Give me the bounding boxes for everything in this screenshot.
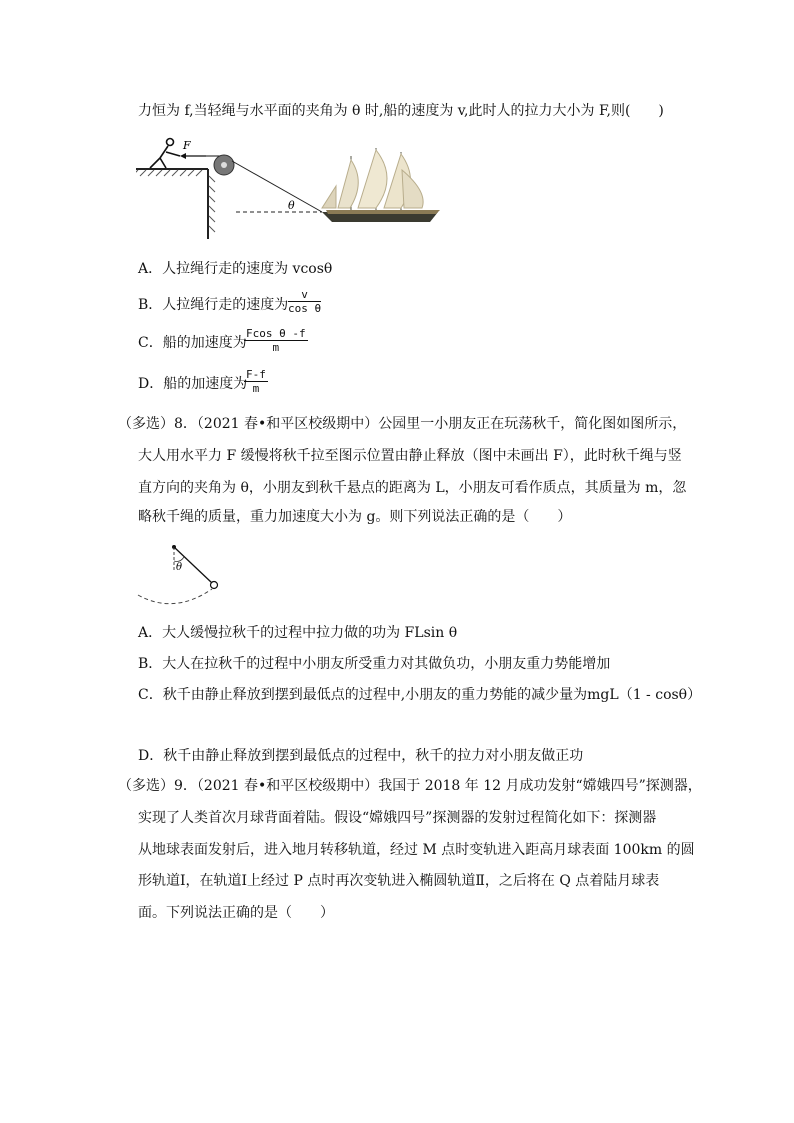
theta-label: θ xyxy=(288,199,295,212)
q7-option-d: D．船的加速度为 xyxy=(138,376,248,392)
q8-line-3: 直方向的夹角为 θ，小朋友到秋千悬点的距离为 L，小朋友可看作质点，其质量为 m，忽 xyxy=(138,480,687,496)
q7-option-b-fraction xyxy=(288,288,321,315)
q9-line-4: 形轨道Ⅰ，在轨道Ⅰ上经过 P 点时再次变轨进入椭圆轨道Ⅱ，之后将在 Q 点着陆月球表 xyxy=(138,873,660,889)
q9-line-3: 从地球表面发射后，进入地月转移轨道，经过 M 点时变轨进入距高月球表面 100km 的圆 xyxy=(138,842,695,858)
fraction-numerator: F-f xyxy=(246,368,266,381)
q9-line-1: （多选）9．（2021 春•和平区校级期中）我国于 2018 年 12 月成功发射“嫦娥四号”探测器， xyxy=(118,778,702,794)
q7-option-c-fraction xyxy=(244,327,308,354)
q9-line-5: 面。下列说法正确的是（ ） xyxy=(138,905,334,921)
q8-line-4: 略秋千绳的质量，重力加速度大小为 g。则下列说法正确的是（ ） xyxy=(138,509,572,525)
q7-option-a: A．人拉绳行走的速度为 vcosθ xyxy=(138,261,333,277)
q7-stem-tail: 力恒为 f,当轻绳与水平面的夹角为 θ 时,船的速度为 v,此时人的拉力大小为 F,则( ) xyxy=(138,103,664,119)
person-icon xyxy=(150,139,180,169)
q8-option-a: A．大人缓慢拉秋千的过程中拉力做的功为 FLsin θ xyxy=(138,625,458,641)
q8-option-c: C．秋千由静止释放到摆到最低点的过程中,小朋友的重力势能的减少量为mgL（1 - cosθ） xyxy=(138,687,702,703)
q8-line-1: （多选）8．（2021 春•和平区校级期中）公园里一小朋友正在玩荡秋千，简化图如图所示， xyxy=(118,416,687,432)
fraction-numerator: v xyxy=(288,288,321,302)
fraction-numerator: Fcos θ -f xyxy=(246,327,306,340)
q8-line-2: 大人用水平力 F 缓慢将秋千拉至图示位置由静止释放（图中未画出 F），此时秋千绳与竖 xyxy=(138,448,682,464)
boat-pulley-figure xyxy=(136,134,456,244)
sailing-ship-icon xyxy=(322,148,440,222)
child-point-icon xyxy=(211,582,218,589)
q9-line-2: 实现了人类首次月球背面着陆。假设“嫦娥四号”探测器的发射过程简化如下：探测器 xyxy=(138,810,657,826)
q7-option-c: C．船的加速度为 xyxy=(138,335,247,351)
q8-option-d: D．秋千由静止释放到摆到最低点的过程中，秋千的拉力对小朋友做正功 xyxy=(138,748,584,764)
fraction-denominator: cos θ xyxy=(288,302,322,315)
q7-option-d-fraction xyxy=(244,368,268,395)
swing-theta-label: θ xyxy=(176,562,183,573)
fraction-denominator: m xyxy=(252,382,260,395)
force-label: F xyxy=(183,139,191,152)
q8-option-b: B．大人在拉秋千的过程中小朋友所受重力对其做负功，小朋友重力势能增加 xyxy=(138,656,611,672)
q7-option-b: B．人拉绳行走的速度为 xyxy=(138,297,289,313)
swing-figure xyxy=(134,543,224,609)
fraction-denominator: m xyxy=(272,341,280,354)
